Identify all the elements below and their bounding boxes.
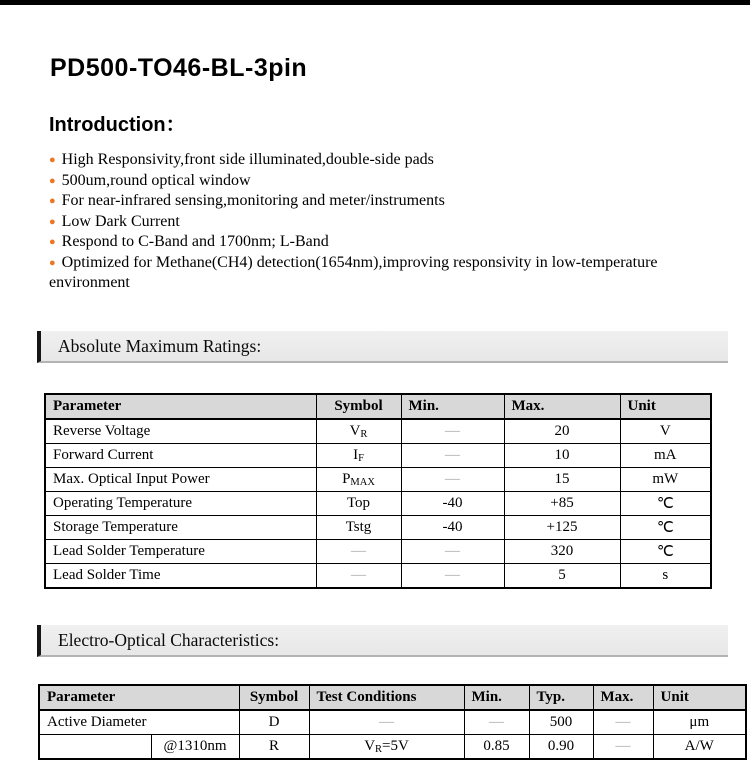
cell-test-conditions: $V_R=5V$ [309, 734, 464, 759]
cell-parameter-condition: @1310nm [151, 734, 239, 759]
cell-unit: mA [620, 443, 711, 467]
cell-min: — [401, 419, 504, 444]
table-row [39, 710, 746, 735]
bullet-text: For near-infrared sensing,monitoring and meter/instruments [61, 192, 445, 209]
list-item [49, 191, 710, 212]
cell-min: — [401, 539, 504, 563]
bullet-text: Optimized for Methane(CH4) detection(1654nm),improving responsivity in low-temperature environment [49, 253, 658, 291]
cell-max: 320 [504, 539, 620, 563]
cell-parameter: Storage Temperature [45, 515, 316, 539]
cell-min: — [401, 467, 504, 491]
cell-parameter: Forward Current [45, 443, 316, 467]
cell-symbol: D [239, 710, 309, 735]
cell-max: 15 [504, 467, 620, 491]
table-header-row [39, 685, 746, 710]
cell-unit: mW [620, 467, 711, 491]
table-row [39, 734, 746, 759]
intro-bullet-list [49, 150, 710, 294]
electro-optical-characteristics-table [38, 684, 747, 760]
cell-symbol: R [239, 734, 309, 759]
cell-max: — [593, 734, 653, 759]
cell-typ: 0.90 [529, 734, 593, 759]
table-header-row [45, 394, 711, 419]
cell-symbol: — [316, 563, 401, 588]
cell-unit: s [620, 563, 711, 588]
table-row [45, 467, 711, 491]
cell-parameter: Lead Solder Time [45, 563, 316, 588]
list-item [49, 171, 710, 192]
cell-unit: ℃ [620, 491, 711, 515]
column-header-max: Max. [504, 394, 620, 419]
cell-max: 20 [504, 419, 620, 444]
column-header-max: Max. [593, 685, 653, 710]
cell-parameter: Reverse Voltage [45, 419, 316, 444]
section-heading-text: Electro-Optical Characteristics: [58, 629, 280, 650]
cell-symbol: $P_{MAX}$ [316, 467, 401, 491]
cell-symbol: $I_F$ [316, 443, 401, 467]
bullet-icon: ● [49, 256, 56, 269]
intro-heading: Introduction： [49, 114, 186, 136]
cell-max: +125 [504, 515, 620, 539]
bullet-text: Respond to C-Band and 1700nm; L-Band [61, 233, 329, 250]
column-header-symbol: Symbol [316, 394, 401, 419]
list-item [49, 232, 710, 253]
page-title: PD500-TO46-BL-3pin [50, 54, 308, 82]
column-header-test-conditions: Test Conditions [309, 685, 464, 710]
table-row [45, 563, 711, 588]
column-header-min: Min. [401, 394, 504, 419]
cell-max: +85 [504, 491, 620, 515]
bullet-text: Low Dark Current [61, 212, 180, 230]
cell-max: 5 [504, 563, 620, 588]
cell-parameter: Lead Solder Temperature [45, 539, 316, 563]
cell-min: -40 [401, 491, 504, 515]
cell-min: — [401, 443, 504, 467]
bullet-text: 500um,round optical window [61, 171, 251, 189]
cell-parameter: Max. Optical Input Power [45, 467, 316, 491]
list-item [49, 253, 710, 294]
cell-symbol: Tstg [316, 515, 401, 539]
cell-min: 0.85 [464, 734, 529, 759]
table-row [45, 419, 711, 444]
section-header-absolute-maximum-ratings [37, 331, 728, 363]
cell-max: — [593, 710, 653, 735]
list-item [49, 212, 710, 233]
cell-test-conditions: — [309, 710, 464, 735]
top-black-bar [0, 0, 750, 5]
cell-unit: μm [653, 710, 746, 735]
cell-unit: A/W [653, 734, 746, 759]
bullet-icon: ● [49, 154, 56, 166]
bullet-icon: ● [49, 236, 56, 248]
table-row [45, 491, 711, 515]
cell-symbol: $V_R$ [316, 419, 401, 444]
column-header-min: Min. [464, 685, 529, 710]
cell-parameter: Operating Temperature [45, 491, 316, 515]
cell-unit: ℃ [620, 515, 711, 539]
column-header-typ: Typ. [529, 685, 593, 710]
column-header-unit: Unit [653, 685, 746, 710]
column-header-parameter: Parameter [39, 685, 239, 710]
cell-min: — [464, 710, 529, 735]
bullet-icon: ● [49, 174, 56, 187]
list-item [49, 150, 710, 171]
bullet-icon: ● [49, 195, 56, 207]
column-header-parameter: Parameter [45, 394, 316, 419]
table-row [45, 539, 711, 563]
section-heading-text: Absolute Maximum Ratings: [58, 335, 262, 356]
section-header-electro-optical-characteristics [37, 625, 728, 657]
table-row [45, 515, 711, 539]
cell-min: -40 [401, 515, 504, 539]
cell-unit: V [620, 419, 711, 444]
cell-symbol: — [316, 539, 401, 563]
column-header-unit: Unit [620, 394, 711, 419]
column-header-symbol: Symbol [239, 685, 309, 710]
bullet-icon: ● [49, 215, 56, 228]
absolute-maximum-ratings-table [44, 393, 712, 589]
cell-symbol: Top [316, 491, 401, 515]
cell-typ: 500 [529, 710, 593, 735]
cell-parameter [39, 734, 151, 759]
cell-parameter: Active Diameter [39, 710, 239, 735]
table-row [45, 443, 711, 467]
cell-min: — [401, 563, 504, 588]
cell-max: 10 [504, 443, 620, 467]
bullet-text: High Responsivity,front side illuminated,double-side pads [61, 151, 434, 168]
cell-unit: ℃ [620, 539, 711, 563]
